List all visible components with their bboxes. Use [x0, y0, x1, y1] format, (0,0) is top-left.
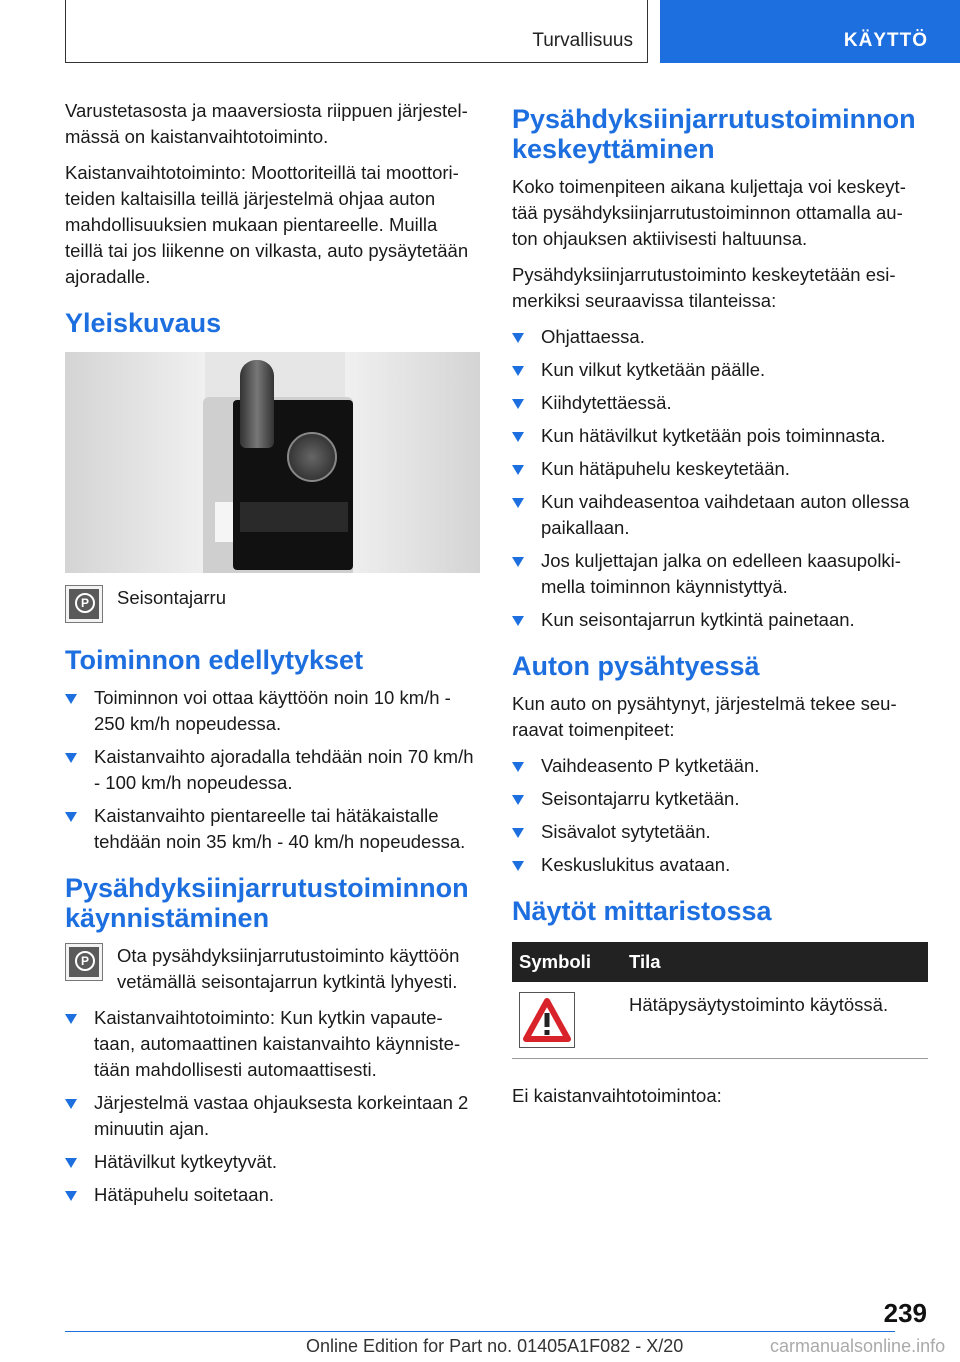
- bullet-triangle-icon: [65, 694, 77, 704]
- list-item: Hätäpuhelu soitetaan.: [65, 1182, 480, 1208]
- symbol-table: [512, 942, 928, 1059]
- list-item: Kun seisontajarrun kytkintä painetaan.: [512, 607, 928, 633]
- list-item: Järjestelmä vastaa ohjauksesta korkeintaan 2 minuutin ajan.: [65, 1090, 480, 1142]
- table-header-state: Tila: [622, 942, 928, 982]
- stopped-list: [512, 753, 928, 878]
- list-item: Kiihdytettäessä.: [512, 390, 928, 416]
- controller-knob-shape: [287, 432, 337, 482]
- heading-start: Pysähdyksiinjarrutustoiminnon käynnistäminen: [65, 873, 469, 933]
- seat-left-shape: [65, 352, 205, 573]
- seat-right-shape: [345, 352, 480, 573]
- stopped-paragraph: Kun auto on pysähtynyt, järjestelmä tekee seu-raavat toimenpiteet:: [512, 693, 897, 740]
- footer-watermark: carmanualsonline.info: [770, 1336, 946, 1356]
- bullet-triangle-icon: [65, 1099, 77, 1109]
- center-console-photo: [65, 352, 480, 573]
- list-item: Vaihdeasento P kytketään.: [512, 753, 928, 779]
- list-item: Hätävilkut kytkeytyvät.: [65, 1149, 480, 1175]
- bullet-triangle-icon: [65, 753, 77, 763]
- parking-brake-caption: [65, 585, 480, 627]
- list-item: Kun vilkut kytketään päälle.: [512, 357, 928, 383]
- table-cell-state: Hätäpysäytystoiminto käytössä.: [622, 982, 928, 1059]
- intro-paragraph-1: Varustetasosta ja maaversiosta riippuen järjestel-mässä on kaistanvaihtotoiminto.: [65, 100, 468, 147]
- interrupt-paragraph-1: Koko toimenpiteen aikana kuljettaja voi keskeyt-tää pysähdyksiinjarrutustoiminnon ottamalla au-ton ohjauksen aktiivisesti haltuunsa.: [512, 176, 906, 249]
- list-item: Kun hätäpuhelu keskeytetään.: [512, 456, 928, 482]
- bullet-triangle-icon: [512, 498, 524, 508]
- heading-interrupt: Pysähdyksiinjarrutustoiminnon keskeyttäminen: [512, 104, 916, 164]
- start-instruction: [65, 943, 480, 995]
- caption-text: Seisontajarru: [117, 587, 227, 608]
- footer-divider: [65, 1331, 895, 1332]
- right-column: [512, 98, 928, 1119]
- table-header-symbol: Symboli: [512, 942, 622, 982]
- bullet-triangle-icon: [65, 1158, 77, 1168]
- bullet-triangle-icon: [512, 333, 524, 343]
- bullet-triangle-icon: [512, 828, 524, 838]
- parking-brake-icon: P: [65, 943, 103, 981]
- list-item: Seisontajarru kytketään.: [512, 786, 928, 812]
- table-cell-symbol: [512, 982, 622, 1059]
- header-section-box: [65, 0, 648, 63]
- no-lane-change-text: Ei kaistanvaihtotoimintoa:: [512, 1085, 722, 1106]
- requirements-list: [65, 685, 480, 855]
- bullet-triangle-icon: [512, 861, 524, 871]
- intro-paragraph-2: Kaistanvaihtotoiminto: Moottoriteillä tai moottori-teiden kaltaisilla teillä järjestelmä ohjaa auton mahdollisuuksien mukaan pientareelle. Muilla teillä tai jos liikenne on vilkasta, auto pysäytetään ajoradalle.: [65, 162, 469, 287]
- header-chapter-box: [660, 0, 960, 63]
- bullet-triangle-icon: [65, 1191, 77, 1201]
- bullet-triangle-icon: [512, 366, 524, 376]
- list-item: Kaistanvaihto ajoradalla tehdään noin 70 km/h - 100 km/h nopeudessa.: [65, 744, 480, 796]
- bullet-triangle-icon: [65, 1014, 77, 1024]
- table-row: [512, 982, 928, 1059]
- bullet-triangle-icon: [512, 432, 524, 442]
- button-row-shape: [240, 502, 348, 532]
- start-text: Ota pysähdyksiinjarrutustoiminto käyttöön vetämällä seisontajarrun kytkintä lyhyesti.: [117, 945, 460, 992]
- bullet-triangle-icon: [512, 762, 524, 772]
- header-chapter-title: KÄYTTÖ: [843, 30, 928, 51]
- list-item: Kaistanvaihto pientareelle tai hätäkaistalle tehdään noin 35 km/h - 40 km/h nopeudessa.: [65, 803, 480, 855]
- bullet-triangle-icon: [512, 465, 524, 475]
- bullet-triangle-icon: [512, 557, 524, 567]
- header-section-title: Turvallisuus: [532, 30, 633, 51]
- bullet-triangle-icon: [512, 795, 524, 805]
- list-item: Keskuslukitus avataan.: [512, 852, 928, 878]
- parking-brake-icon: P: [65, 585, 103, 623]
- list-item: Kun hätävilkut kytketään pois toiminnasta.: [512, 423, 928, 449]
- gear-lever-shape: [240, 360, 274, 448]
- list-item: Kun vaihdeasentoa vaihdetaan auton ollessa paikallaan.: [512, 489, 928, 541]
- list-item: Kaistanvaihtotoiminto: Kun kytkin vapaute-taan, automaattinen kaistanvaihto käynniste-tään mahdollisesti automaattisesti.: [65, 1005, 480, 1083]
- list-item: Toiminnon voi ottaa käyttöön noin 10 km/h - 250 km/h nopeudessa.: [65, 685, 480, 737]
- interrupt-list: [512, 324, 928, 633]
- heading-stopped: Auton pysähtyessä: [512, 651, 760, 681]
- footer-edition: Online Edition for Part no. 01405A1F082 - X/20: [306, 1336, 684, 1356]
- bullet-triangle-icon: [65, 812, 77, 822]
- heading-requirements: Toiminnon edellytykset: [65, 645, 364, 675]
- list-item: Sisävalot sytytetään.: [512, 819, 928, 845]
- bullet-triangle-icon: [512, 399, 524, 409]
- page-number: 239: [883, 1298, 927, 1328]
- heading-display: Näytöt mittaristossa: [512, 896, 772, 926]
- left-column: [65, 98, 480, 1216]
- warning-triangle-icon: [519, 992, 575, 1048]
- list-item: Ohjattaessa.: [512, 324, 928, 350]
- interrupt-paragraph-2: Pysähdyksiinjarrutustoiminto keskeytetään esi-merkiksi seuraavissa tilanteissa:: [512, 264, 896, 311]
- bullet-triangle-icon: [512, 616, 524, 626]
- heading-overview: Yleiskuvaus: [65, 308, 222, 338]
- list-item: Jos kuljettajan jalka on edelleen kaasupolki-mella toiminnon käynnistyttyä.: [512, 548, 928, 600]
- start-list: [65, 1005, 480, 1208]
